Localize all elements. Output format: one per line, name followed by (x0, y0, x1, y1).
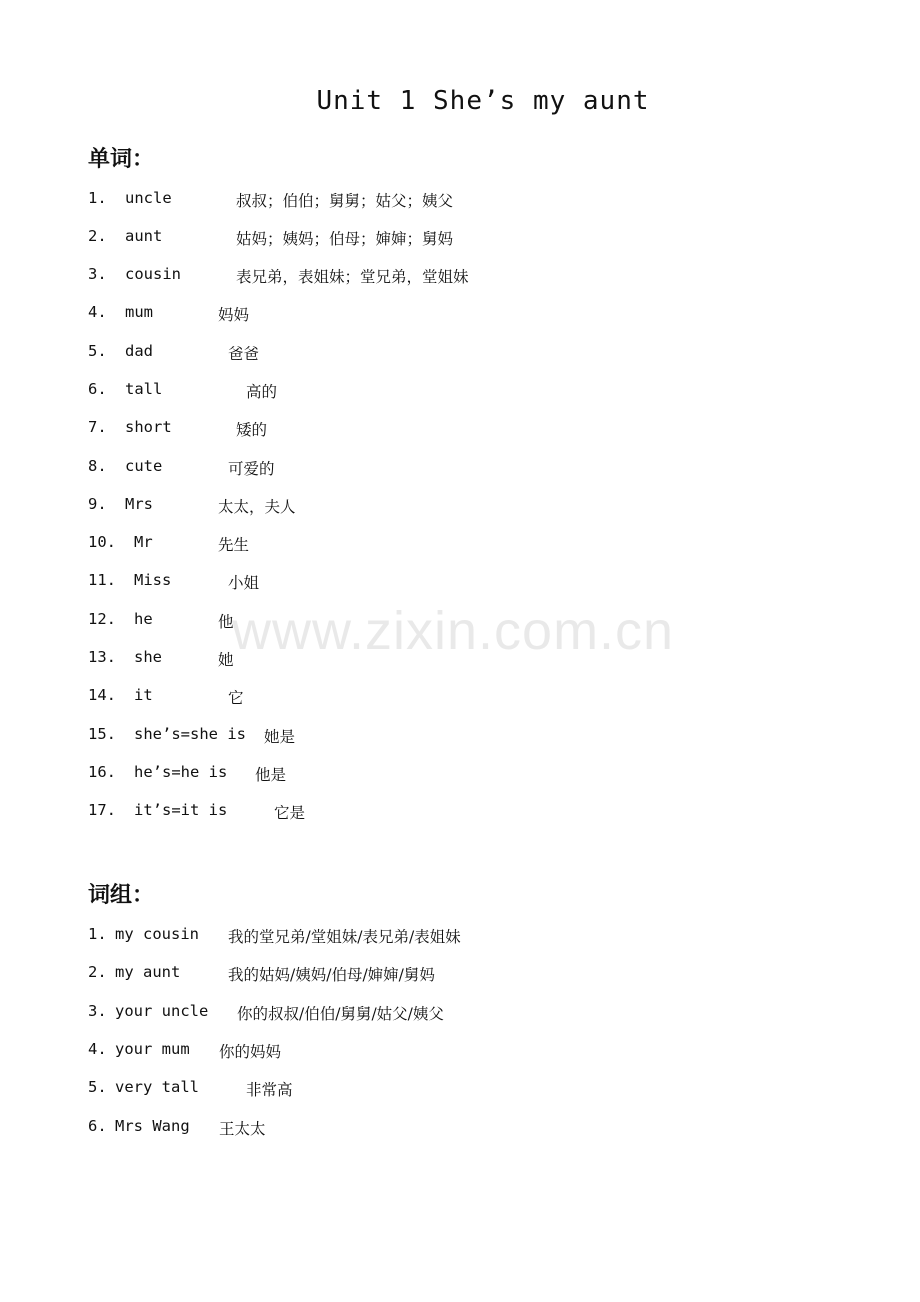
item-chinese: 妈妈 (218, 306, 250, 324)
vocab-item (88, 495, 296, 519)
item-number: 8. (88, 457, 107, 475)
item-chinese: 你的妈妈 (219, 1043, 282, 1061)
item-number: 17. (88, 801, 116, 819)
vocab-item (88, 725, 296, 749)
item-number: 11. (88, 571, 116, 589)
phrase-item (88, 963, 435, 987)
vocab-item (88, 571, 260, 595)
item-number: 2. (88, 963, 107, 981)
item-chinese: 叔叔；伯伯；舅舅；姑父；姨父 (236, 192, 454, 210)
item-chinese: 她是 (264, 728, 296, 746)
vocab-item (88, 342, 260, 366)
item-english: cousin (125, 265, 181, 283)
vocab-heading: 单词： (88, 146, 155, 172)
phrase-heading: 词组： (88, 882, 155, 908)
item-chinese: 矮的 (236, 421, 268, 439)
vocab-item (88, 227, 454, 251)
item-chinese: 高的 (246, 383, 278, 401)
item-english: he’s=he is (134, 763, 228, 781)
item-number: 1. (88, 189, 107, 207)
item-number: 10. (88, 533, 116, 551)
item-chinese: 它是 (274, 804, 306, 822)
vocab-item (88, 303, 250, 327)
item-chinese: 他 (218, 613, 234, 631)
page-title: Unit 1 She’s my aunt (316, 86, 650, 116)
item-english: short (125, 418, 172, 436)
phrase-item (88, 1117, 266, 1141)
item-chinese: 先生 (218, 536, 250, 554)
item-english: Mrs Wang (115, 1117, 190, 1135)
item-number: 7. (88, 418, 107, 436)
item-number: 6. (88, 380, 107, 398)
item-chinese: 非常高 (246, 1081, 293, 1099)
vocab-item (88, 189, 454, 213)
item-number: 3. (88, 265, 107, 283)
item-english: he (134, 610, 153, 628)
item-chinese: 爸爸 (228, 345, 260, 363)
item-english: Mr (134, 533, 153, 551)
item-number: 3. (88, 1002, 107, 1020)
item-chinese: 太太，夫人 (218, 498, 296, 516)
item-chinese: 她 (218, 651, 234, 669)
item-english: it’s=it is (134, 801, 228, 819)
vocab-item (88, 265, 469, 289)
item-chinese: 你的叔叔/伯伯/舅舅/姑父/姨父 (237, 1005, 444, 1023)
item-number: 9. (88, 495, 107, 513)
item-number: 13. (88, 648, 116, 666)
item-chinese: 姑妈；姨妈；伯母；婶婶；舅妈 (236, 230, 454, 248)
phrase-item (88, 1078, 293, 1102)
vocab-item (88, 763, 287, 787)
item-chinese: 小姐 (228, 574, 260, 592)
item-number: 16. (88, 763, 116, 781)
item-english: she’s=she is (134, 725, 246, 743)
item-english: tall (125, 380, 163, 398)
item-number: 15. (88, 725, 116, 743)
vocab-item (88, 610, 234, 634)
vocab-item (88, 801, 306, 825)
item-number: 6. (88, 1117, 107, 1135)
item-english: mum (125, 303, 153, 321)
item-english: very tall (115, 1078, 199, 1096)
item-chinese: 表兄弟，表姐妹；堂兄弟，堂姐妹 (236, 268, 469, 286)
item-chinese: 王太太 (219, 1120, 266, 1138)
vocab-item (88, 380, 278, 404)
item-chinese: 它 (228, 689, 244, 707)
item-number: 1. (88, 925, 107, 943)
watermark: www.zixin.com.cn (232, 601, 675, 661)
item-english: aunt (125, 227, 163, 245)
item-english: she (134, 648, 162, 666)
vocab-item (88, 648, 234, 672)
item-chinese: 我的堂兄弟/堂姐妹/表兄弟/表姐妹 (228, 928, 461, 946)
item-number: 5. (88, 1078, 107, 1096)
item-chinese: 可爱的 (228, 460, 275, 478)
item-number: 2. (88, 227, 107, 245)
item-number: 5. (88, 342, 107, 360)
phrase-item (88, 1002, 444, 1026)
item-english: your mum (115, 1040, 190, 1058)
item-number: 14. (88, 686, 116, 704)
vocab-item (88, 418, 268, 442)
vocab-item (88, 457, 275, 481)
phrase-item (88, 1040, 282, 1064)
item-english: it (134, 686, 153, 704)
item-english: your uncle (115, 1002, 209, 1020)
item-english: uncle (125, 189, 172, 207)
vocab-item (88, 686, 244, 710)
item-english: my aunt (115, 963, 181, 981)
item-number: 4. (88, 1040, 107, 1058)
item-chinese: 我的姑妈/姨妈/伯母/婶婶/舅妈 (228, 966, 435, 984)
item-number: 4. (88, 303, 107, 321)
item-english: cute (125, 457, 163, 475)
item-number: 12. (88, 610, 116, 628)
item-english: dad (125, 342, 153, 360)
vocab-item (88, 533, 250, 557)
item-english: Mrs (125, 495, 153, 513)
phrase-item (88, 925, 461, 949)
item-english: Miss (134, 571, 172, 589)
item-chinese: 他是 (255, 766, 287, 784)
item-english: my cousin (115, 925, 199, 943)
